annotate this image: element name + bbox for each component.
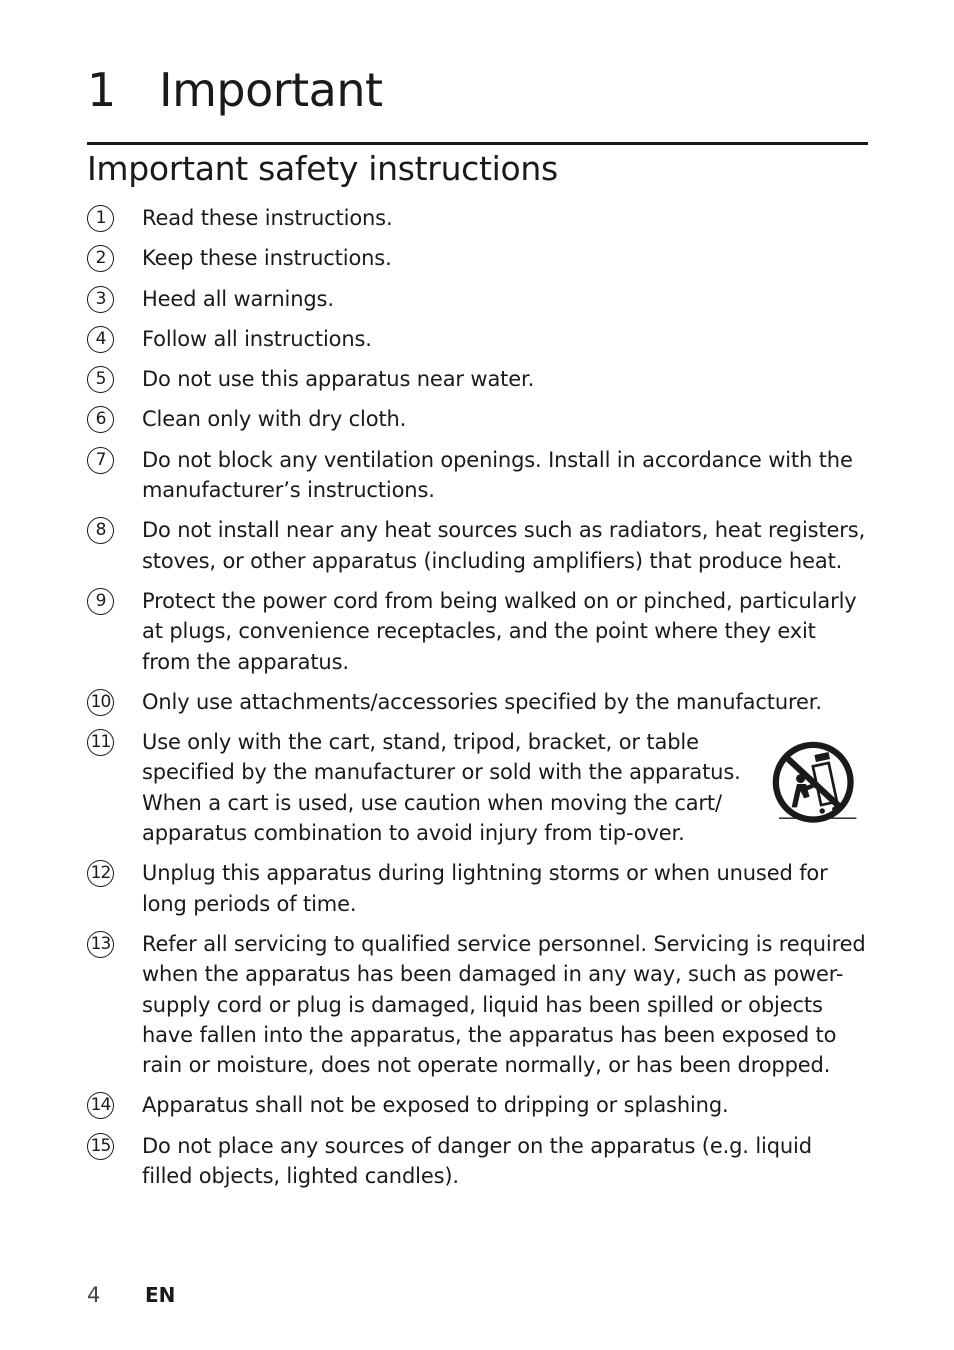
item-number-badge: 11 — [87, 729, 114, 756]
item-number-badge: 4 — [87, 326, 114, 353]
list-item — [87, 515, 868, 576]
item-text: Apparatus shall not be exposed to dripping or splashing. — [142, 1093, 729, 1118]
section-title: Important safety instructions — [87, 149, 558, 188]
list-item — [87, 445, 868, 506]
list-item — [87, 243, 868, 273]
list-item — [87, 727, 868, 848]
page-number: 4 — [87, 1283, 101, 1307]
item-text: Heed all warnings. — [142, 286, 334, 311]
item-number-badge: 2 — [87, 245, 114, 272]
item-text: Follow all instructions. — [142, 326, 372, 351]
item-text: Only use attachments/accessories specified by the manufacturer. — [142, 689, 822, 714]
item-number-badge: 7 — [87, 447, 114, 474]
item-number-badge: 3 — [87, 286, 114, 313]
list-item — [87, 364, 868, 394]
item-number-badge: 12 — [87, 860, 114, 887]
item-text: Do not place any sources of danger on the apparatus (e.g. liquid filled objects, lighted candles). — [142, 1133, 812, 1189]
item-number-badge: 8 — [87, 517, 114, 544]
list-item — [87, 687, 868, 717]
list-item — [87, 1090, 868, 1120]
item-text: Unplug this apparatus during lightning storms or when unused for long periods of time. — [142, 861, 828, 916]
chapter-heading — [87, 58, 383, 122]
list-item — [87, 1131, 868, 1192]
item-text: Clean only with dry cloth. — [142, 407, 407, 432]
list-item — [87, 404, 868, 434]
item-text: Do not block any ventilation openings. Install in accordance with the manufacturer’s instructions. — [142, 447, 853, 503]
safety-instructions-list — [87, 203, 868, 1201]
list-item — [87, 586, 868, 677]
list-item — [87, 284, 868, 314]
item-number-badge: 10 — [87, 689, 114, 716]
chapter-title: Important — [159, 63, 383, 117]
item-number-badge: 14 — [87, 1092, 114, 1119]
item-number-badge: 6 — [87, 406, 114, 433]
chapter-number: 1 — [87, 63, 116, 117]
item-number-badge: 5 — [87, 366, 114, 393]
list-item — [87, 929, 868, 1080]
item-text: Keep these instructions. — [142, 246, 392, 271]
language-code: EN — [145, 1283, 176, 1307]
item-number-badge: 15 — [87, 1133, 114, 1160]
item-text: Do not use this apparatus near water. — [142, 367, 535, 392]
list-item — [87, 858, 868, 919]
heading-rule — [87, 142, 868, 145]
list-item — [87, 203, 868, 233]
item-text: Protect the power cord from being walked on or pinched, particularly at plugs, convenience receptacles, and the point where they exit from the apparatus. — [142, 588, 857, 674]
item-number-badge: 13 — [87, 931, 114, 958]
item-number-badge: 1 — [87, 205, 114, 232]
item-text: Read these instructions. — [142, 206, 393, 230]
item-text: Do not install near any heat sources such as radiators, heat registers, stoves, or other apparatus (including amplifiers) that produce heat. — [142, 518, 866, 573]
list-item — [87, 324, 868, 354]
page-footer — [87, 1280, 175, 1310]
item-number-badge: 9 — [87, 588, 114, 615]
item-text: Use only with the cart, stand, tripod, bracket, or table specified by the manufacturer or sold with the apparatus. When a cart is used, use caution when moving the cart/ apparatus combination to avoid injury from tip-over. — [142, 730, 741, 846]
item-text: Refer all servicing to qualified service personnel. Servicing is required when the apparatus has been damaged in any way, such as power-supply cord or plug is damaged, liquid has been spilled or objects have fallen into the apparatus, the apparatus has been exposed to rain or moisture, does not operate normally, or has been dropped. — [142, 931, 866, 1078]
cart-tip-over-warning-icon — [770, 739, 860, 829]
